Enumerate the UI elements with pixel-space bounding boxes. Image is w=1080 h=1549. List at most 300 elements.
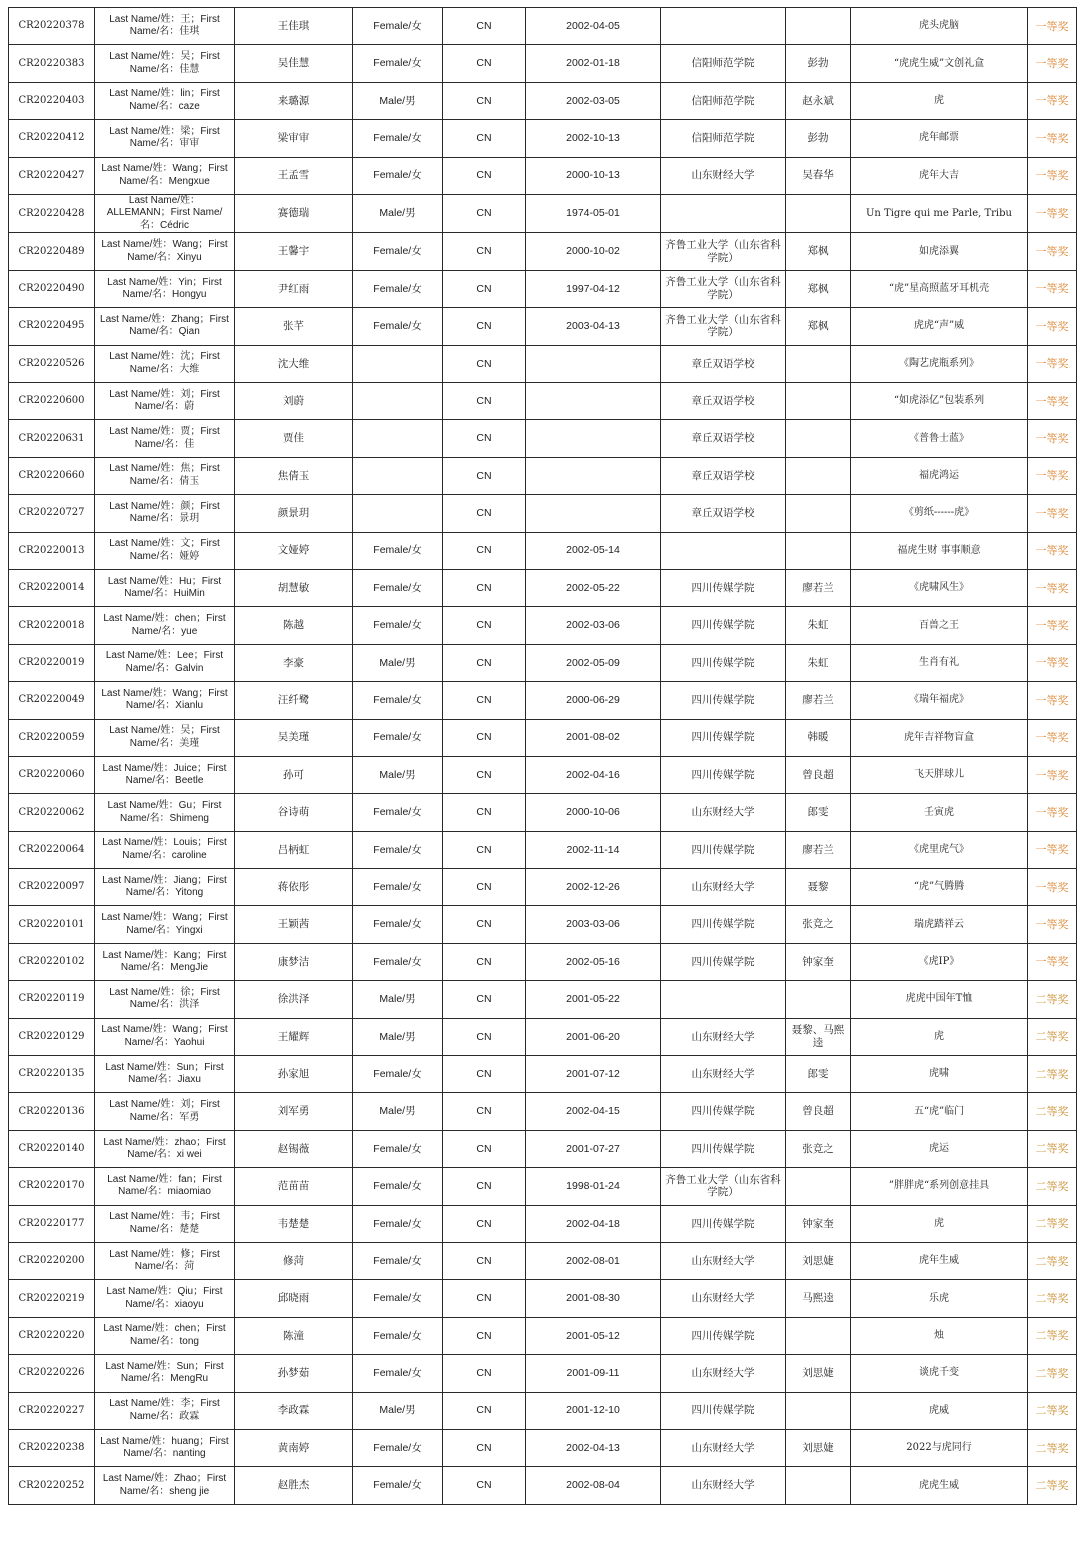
name-en-cell: Last Name/姓：Jiang；First Name/名：Yitong (95, 869, 235, 906)
teacher-cell: 张竞之 (786, 906, 851, 943)
work-title-cell: 虎年吉祥物盲盒 (851, 719, 1028, 756)
country-cell: CN (443, 8, 526, 45)
gender-cell: Female/女 (353, 1205, 443, 1242)
gender-cell: Male/男 (353, 82, 443, 119)
school-cell: 四川传媒学院 (661, 719, 786, 756)
teacher-cell: 廖若兰 (786, 831, 851, 868)
entry-id-cell: CR20220727 (9, 495, 95, 532)
name-cn-cell: 邱晓雨 (235, 1280, 353, 1317)
country-cell: CN (443, 1355, 526, 1392)
name-cn-cell: 范苗苗 (235, 1168, 353, 1205)
country-cell: CN (443, 194, 526, 233)
name-en-cell: Last Name/姓：刘；First Name/名：蔚 (95, 383, 235, 420)
name-cn-cell: 来璐源 (235, 82, 353, 119)
work-title-cell: 《普鲁士蓝》 (851, 420, 1028, 457)
gender-cell: Male/男 (353, 1093, 443, 1130)
table-row (9, 831, 1077, 868)
work-title-cell: 虎 (851, 82, 1028, 119)
name-cn-cell: 韦楚楚 (235, 1205, 353, 1242)
entry-id-cell: CR20220140 (9, 1130, 95, 1167)
work-title-cell: 《虎里虎气》 (851, 831, 1028, 868)
name-cn-cell: 蒋依彤 (235, 869, 353, 906)
gender-cell: Female/女 (353, 1355, 443, 1392)
name-en-cell: Last Name/姓：徐；First Name/名：洪泽 (95, 981, 235, 1018)
teacher-cell: 朱虹 (786, 607, 851, 644)
name-cn-cell: 张芊 (235, 308, 353, 345)
award-cell: 一等奖 (1028, 82, 1077, 119)
gender-cell: Female/女 (353, 569, 443, 606)
name-en-cell: Last Name/姓：Sun；First Name/名：MengRu (95, 1355, 235, 1392)
teacher-cell: 廖若兰 (786, 569, 851, 606)
gender-cell: Female/女 (353, 532, 443, 569)
teacher-cell (786, 345, 851, 382)
award-cell: 二等奖 (1028, 981, 1077, 1018)
entry-id-cell: CR20220101 (9, 906, 95, 943)
name-cn-cell: 吕柄虹 (235, 831, 353, 868)
entry-id-cell: CR20220064 (9, 831, 95, 868)
name-cn-cell: 赛德瑞 (235, 194, 353, 233)
name-en-cell: Last Name/姓：zhao；First Name/名：xi wei (95, 1130, 235, 1167)
work-title-cell: 瑞虎踏祥云 (851, 906, 1028, 943)
table-row (9, 682, 1077, 719)
country-cell: CN (443, 607, 526, 644)
entry-id-cell: CR20220097 (9, 869, 95, 906)
work-title-cell: 福虎生财 事事顺意 (851, 532, 1028, 569)
table-row (9, 457, 1077, 494)
work-title-cell: 乐虎 (851, 1280, 1028, 1317)
table-row (9, 1317, 1077, 1354)
school-cell: 章丘双语学校 (661, 420, 786, 457)
gender-cell: Female/女 (353, 1056, 443, 1093)
birth-date-cell: 2002-04-05 (526, 8, 661, 45)
entry-id-cell: CR20220412 (9, 120, 95, 157)
table-row (9, 420, 1077, 457)
teacher-cell: 朱虹 (786, 644, 851, 681)
school-cell: 齐鲁工业大学（山东省科学院） (661, 270, 786, 307)
teacher-cell (786, 981, 851, 1018)
name-cn-cell: 陈潼 (235, 1317, 353, 1354)
name-cn-cell: 赵锡薇 (235, 1130, 353, 1167)
school-cell: 四川传媒学院 (661, 1205, 786, 1242)
table-row (9, 719, 1077, 756)
birth-date-cell: 2002-10-13 (526, 120, 661, 157)
name-cn-cell: 王孟雪 (235, 157, 353, 194)
gender-cell: Female/女 (353, 1130, 443, 1167)
award-cell: 一等奖 (1028, 8, 1077, 45)
birth-date-cell (526, 457, 661, 494)
gender-cell: Female/女 (353, 943, 443, 980)
teacher-cell: 刘思婕 (786, 1429, 851, 1466)
work-title-cell: 《虎IP》 (851, 943, 1028, 980)
name-cn-cell: 梁审审 (235, 120, 353, 157)
name-en-cell: Last Name/姓：Kang；First Name/名：MengJie (95, 943, 235, 980)
birth-date-cell: 2001-07-12 (526, 1056, 661, 1093)
teacher-cell (786, 420, 851, 457)
birth-date-cell (526, 345, 661, 382)
birth-date-cell: 2002-05-09 (526, 644, 661, 681)
birth-date-cell: 2000-10-06 (526, 794, 661, 831)
school-cell: 信阳师范学院 (661, 82, 786, 119)
school-cell: 山东财经大学 (661, 157, 786, 194)
gender-cell: Female/女 (353, 682, 443, 719)
name-en-cell: Last Name/姓：Lee；First Name/名：Galvin (95, 644, 235, 681)
name-en-cell: Last Name/姓：王；First Name/名：佳琪 (95, 8, 235, 45)
name-en-cell: Last Name/姓：焦；First Name/名：倩玉 (95, 457, 235, 494)
name-en-cell: Last Name/姓：Zhao；First Name/名：sheng jie (95, 1467, 235, 1504)
name-en-cell: Last Name/姓：chen；First Name/名：tong (95, 1317, 235, 1354)
entry-id-cell: CR20220631 (9, 420, 95, 457)
table-row (9, 120, 1077, 157)
teacher-cell: 吴春华 (786, 157, 851, 194)
work-title-cell: 虎头虎脑 (851, 8, 1028, 45)
name-en-cell: Last Name/姓：Louis；First Name/名：caroline (95, 831, 235, 868)
table-row (9, 383, 1077, 420)
entry-id-cell: CR20220490 (9, 270, 95, 307)
birth-date-cell: 2002-12-26 (526, 869, 661, 906)
school-cell (661, 532, 786, 569)
entry-id-cell: CR20220427 (9, 157, 95, 194)
country-cell: CN (443, 869, 526, 906)
entry-id-cell: CR20220252 (9, 1467, 95, 1504)
table-row (9, 906, 1077, 943)
entry-id-cell: CR20220135 (9, 1056, 95, 1093)
table-row (9, 233, 1077, 270)
gender-cell: Female/女 (353, 120, 443, 157)
teacher-cell (786, 1467, 851, 1504)
entry-id-cell: CR20220219 (9, 1280, 95, 1317)
entry-id-cell: CR20220059 (9, 719, 95, 756)
gender-cell: Female/女 (353, 1317, 443, 1354)
name-cn-cell: 颜景玥 (235, 495, 353, 532)
school-cell: 四川传媒学院 (661, 756, 786, 793)
country-cell: CN (443, 831, 526, 868)
school-cell (661, 981, 786, 1018)
country-cell: CN (443, 1429, 526, 1466)
work-title-cell: 福虎鸿运 (851, 457, 1028, 494)
work-title-cell: “虎”星高照蓝牙耳机壳 (851, 270, 1028, 307)
school-cell: 齐鲁工业大学（山东省科学院） (661, 233, 786, 270)
teacher-cell: 郑枫 (786, 270, 851, 307)
work-title-cell: 虎虎生威 (851, 1467, 1028, 1504)
work-title-cell: 生肖有礼 (851, 644, 1028, 681)
gender-cell: Female/女 (353, 719, 443, 756)
table-row (9, 1392, 1077, 1429)
teacher-cell: 刘思婕 (786, 1243, 851, 1280)
entry-id-cell: CR20220378 (9, 8, 95, 45)
school-cell: 山东财经大学 (661, 1243, 786, 1280)
table-row (9, 943, 1077, 980)
gender-cell: Female/女 (353, 45, 443, 82)
teacher-cell: 彭勃 (786, 45, 851, 82)
country-cell: CN (443, 981, 526, 1018)
teacher-cell: 马熙逵 (786, 1280, 851, 1317)
award-cell: 二等奖 (1028, 1093, 1077, 1130)
name-en-cell: Last Name/姓：梁；First Name/名：审审 (95, 120, 235, 157)
country-cell: CN (443, 345, 526, 382)
country-cell: CN (443, 756, 526, 793)
name-en-cell: Last Name/姓：fan；First Name/名：miaomiao (95, 1168, 235, 1205)
school-cell (661, 194, 786, 233)
table-row (9, 345, 1077, 382)
award-cell: 一等奖 (1028, 45, 1077, 82)
teacher-cell (786, 194, 851, 233)
gender-cell: Female/女 (353, 869, 443, 906)
entry-id-cell: CR20220238 (9, 1429, 95, 1466)
gender-cell: Female/女 (353, 831, 443, 868)
school-cell: 四川传媒学院 (661, 1130, 786, 1167)
work-title-cell: 《剪纸------虎》 (851, 495, 1028, 532)
work-title-cell: 虎 (851, 1205, 1028, 1242)
birth-date-cell: 2001-08-30 (526, 1280, 661, 1317)
table-row (9, 495, 1077, 532)
entry-id-cell: CR20220495 (9, 308, 95, 345)
name-cn-cell: 沈大维 (235, 345, 353, 382)
award-cell: 二等奖 (1028, 1467, 1077, 1504)
name-en-cell: Last Name/姓：Zhang；First Name/名：Qian (95, 308, 235, 345)
award-cell: 二等奖 (1028, 1280, 1077, 1317)
teacher-cell (786, 383, 851, 420)
school-cell: 四川传媒学院 (661, 831, 786, 868)
award-cell: 一等奖 (1028, 644, 1077, 681)
award-cell: 二等奖 (1028, 1056, 1077, 1093)
gender-cell: Female/女 (353, 270, 443, 307)
gender-cell: Female/女 (353, 1467, 443, 1504)
table-row (9, 157, 1077, 194)
gender-cell: Female/女 (353, 1243, 443, 1280)
teacher-cell: 郎雯 (786, 1056, 851, 1093)
birth-date-cell: 2001-08-02 (526, 719, 661, 756)
gender-cell (353, 420, 443, 457)
entry-id-cell: CR20220660 (9, 457, 95, 494)
award-cell: 一等奖 (1028, 569, 1077, 606)
name-en-cell: Last Name/姓：吴；First Name/名：佳慧 (95, 45, 235, 82)
table-row (9, 1130, 1077, 1167)
entry-id-cell: CR20220220 (9, 1317, 95, 1354)
country-cell: CN (443, 1467, 526, 1504)
gender-cell: Male/男 (353, 1018, 443, 1055)
work-title-cell: 2022与虎同行 (851, 1429, 1028, 1466)
country-cell: CN (443, 1317, 526, 1354)
entry-id-cell: CR20220019 (9, 644, 95, 681)
work-title-cell: Un Tigre qui me Parle, Tribu (851, 194, 1028, 233)
teacher-cell (786, 8, 851, 45)
work-title-cell: 飞天胖球儿 (851, 756, 1028, 793)
gender-cell: Female/女 (353, 1280, 443, 1317)
country-cell: CN (443, 233, 526, 270)
birth-date-cell: 2002-05-14 (526, 532, 661, 569)
teacher-cell: 聂黎 (786, 869, 851, 906)
award-cell: 一等奖 (1028, 270, 1077, 307)
award-cell: 二等奖 (1028, 1018, 1077, 1055)
name-en-cell: Last Name/姓：Juice；First Name/名：Beetle (95, 756, 235, 793)
table-row (9, 1243, 1077, 1280)
school-cell: 四川传媒学院 (661, 1317, 786, 1354)
teacher-cell (786, 1317, 851, 1354)
teacher-cell: 刘思婕 (786, 1355, 851, 1392)
work-title-cell: “虎”气腾腾 (851, 869, 1028, 906)
award-cell: 一等奖 (1028, 308, 1077, 345)
teacher-cell (786, 1392, 851, 1429)
country-cell: CN (443, 383, 526, 420)
award-cell: 一等奖 (1028, 383, 1077, 420)
name-cn-cell: 李政霖 (235, 1392, 353, 1429)
school-cell: 齐鲁工业大学（山东省科学院） (661, 1168, 786, 1205)
birth-date-cell: 2002-05-22 (526, 569, 661, 606)
work-title-cell: 《陶艺虎瓶系列》 (851, 345, 1028, 382)
gender-cell: Female/女 (353, 308, 443, 345)
work-title-cell: 虎年生威 (851, 1243, 1028, 1280)
birth-date-cell: 1998-01-24 (526, 1168, 661, 1205)
gender-cell: Female/女 (353, 906, 443, 943)
name-cn-cell: 徐洪泽 (235, 981, 353, 1018)
name-en-cell: Last Name/姓：lin；First Name/名：caze (95, 82, 235, 119)
table-row (9, 1093, 1077, 1130)
name-en-cell: Last Name/姓：韦；First Name/名：楚楚 (95, 1205, 235, 1242)
award-cell: 一等奖 (1028, 194, 1077, 233)
country-cell: CN (443, 943, 526, 980)
country-cell: CN (443, 906, 526, 943)
school-cell: 章丘双语学校 (661, 383, 786, 420)
birth-date-cell: 2002-08-04 (526, 1467, 661, 1504)
table-row (9, 1280, 1077, 1317)
table-row (9, 607, 1077, 644)
entry-id-cell: CR20220136 (9, 1093, 95, 1130)
teacher-cell: 廖若兰 (786, 682, 851, 719)
name-en-cell: Last Name/姓：文；First Name/名：娅婷 (95, 532, 235, 569)
school-cell: 信阳师范学院 (661, 45, 786, 82)
gender-cell (353, 345, 443, 382)
school-cell: 章丘双语学校 (661, 457, 786, 494)
name-cn-cell: 吴美瑾 (235, 719, 353, 756)
name-en-cell: Last Name/姓：Wang；First Name/名：Xianlu (95, 682, 235, 719)
teacher-cell (786, 532, 851, 569)
birth-date-cell: 2002-01-18 (526, 45, 661, 82)
entry-id-cell: CR20220014 (9, 569, 95, 606)
entry-id-cell: CR20220013 (9, 532, 95, 569)
name-en-cell: Last Name/姓：吴；First Name/名：美瑾 (95, 719, 235, 756)
school-cell: 四川传媒学院 (661, 607, 786, 644)
birth-date-cell: 2002-08-01 (526, 1243, 661, 1280)
country-cell: CN (443, 794, 526, 831)
award-cell: 二等奖 (1028, 1205, 1077, 1242)
name-en-cell: Last Name/姓：Gu；First Name/名：Shimeng (95, 794, 235, 831)
country-cell: CN (443, 270, 526, 307)
work-title-cell: 百兽之王 (851, 607, 1028, 644)
name-cn-cell: 刘军勇 (235, 1093, 353, 1130)
country-cell: CN (443, 157, 526, 194)
gender-cell: Female/女 (353, 1168, 443, 1205)
country-cell: CN (443, 45, 526, 82)
entry-id-cell: CR20220226 (9, 1355, 95, 1392)
gender-cell: Male/男 (353, 644, 443, 681)
birth-date-cell: 2002-11-14 (526, 831, 661, 868)
school-cell: 四川传媒学院 (661, 644, 786, 681)
table-row (9, 756, 1077, 793)
table-row (9, 194, 1077, 233)
award-cell: 一等奖 (1028, 682, 1077, 719)
award-cell: 一等奖 (1028, 457, 1077, 494)
birth-date-cell: 2002-04-15 (526, 1093, 661, 1130)
award-cell: 一等奖 (1028, 906, 1077, 943)
country-cell: CN (443, 532, 526, 569)
gender-cell: Female/女 (353, 1429, 443, 1466)
country-cell: CN (443, 1392, 526, 1429)
country-cell: CN (443, 644, 526, 681)
birth-date-cell: 2000-06-29 (526, 682, 661, 719)
name-en-cell: Last Name/姓：Sun；First Name/名：Jiaxu (95, 1056, 235, 1093)
teacher-cell (786, 495, 851, 532)
teacher-cell: 彭勃 (786, 120, 851, 157)
country-cell: CN (443, 1093, 526, 1130)
birth-date-cell: 2001-05-12 (526, 1317, 661, 1354)
teacher-cell (786, 1168, 851, 1205)
birth-date-cell: 2002-03-06 (526, 607, 661, 644)
name-en-cell: Last Name/姓：沈；First Name/名：大维 (95, 345, 235, 382)
entry-id-cell: CR20220383 (9, 45, 95, 82)
award-cell: 一等奖 (1028, 756, 1077, 793)
country-cell: CN (443, 682, 526, 719)
table-row (9, 1355, 1077, 1392)
country-cell: CN (443, 1018, 526, 1055)
name-en-cell: Last Name/姓：贾；First Name/名：佳 (95, 420, 235, 457)
school-cell: 章丘双语学校 (661, 345, 786, 382)
award-cell: 二等奖 (1028, 1317, 1077, 1354)
work-title-cell: 五“虎”临门 (851, 1093, 1028, 1130)
birth-date-cell: 2001-05-22 (526, 981, 661, 1018)
name-cn-cell: 汪纤鹭 (235, 682, 353, 719)
birth-date-cell: 2000-10-02 (526, 233, 661, 270)
name-cn-cell: 文娅婷 (235, 532, 353, 569)
entry-id-cell: CR20220526 (9, 345, 95, 382)
name-cn-cell: 康梦洁 (235, 943, 353, 980)
country-cell: CN (443, 1130, 526, 1167)
name-en-cell: Last Name/姓：修；First Name/名：菏 (95, 1243, 235, 1280)
award-cell: 一等奖 (1028, 607, 1077, 644)
table-row (9, 8, 1077, 45)
name-cn-cell: 孙可 (235, 756, 353, 793)
table-row (9, 270, 1077, 307)
work-title-cell: 虎虎“声”威 (851, 308, 1028, 345)
name-cn-cell: 谷诗萌 (235, 794, 353, 831)
table-row (9, 1168, 1077, 1205)
entry-id-cell: CR20220062 (9, 794, 95, 831)
entry-id-cell: CR20220428 (9, 194, 95, 233)
name-en-cell: Last Name/姓：Yin；First Name/名：Hongyu (95, 270, 235, 307)
table-row (9, 1018, 1077, 1055)
award-cell: 二等奖 (1028, 1243, 1077, 1280)
award-cell: 二等奖 (1028, 1392, 1077, 1429)
birth-date-cell (526, 420, 661, 457)
name-en-cell: Last Name/姓：Wang；First Name/名：Mengxue (95, 157, 235, 194)
name-cn-cell: 焦倩玉 (235, 457, 353, 494)
work-title-cell: 虎 (851, 1018, 1028, 1055)
name-cn-cell: 尹红雨 (235, 270, 353, 307)
name-en-cell: Last Name/姓：Wang；First Name/名：Yingxi (95, 906, 235, 943)
birth-date-cell (526, 383, 661, 420)
birth-date-cell: 1974-05-01 (526, 194, 661, 233)
country-cell: CN (443, 1205, 526, 1242)
results-sheet (8, 7, 1076, 1505)
work-title-cell: 虎年邮票 (851, 120, 1028, 157)
work-title-cell: 虎运 (851, 1130, 1028, 1167)
teacher-cell: 聂黎、马熙逵 (786, 1018, 851, 1055)
gender-cell (353, 495, 443, 532)
school-cell: 山东财经大学 (661, 1355, 786, 1392)
work-title-cell: 壬寅虎 (851, 794, 1028, 831)
work-title-cell: 虎威 (851, 1392, 1028, 1429)
work-title-cell: 如虎添翼 (851, 233, 1028, 270)
award-cell: 一等奖 (1028, 719, 1077, 756)
